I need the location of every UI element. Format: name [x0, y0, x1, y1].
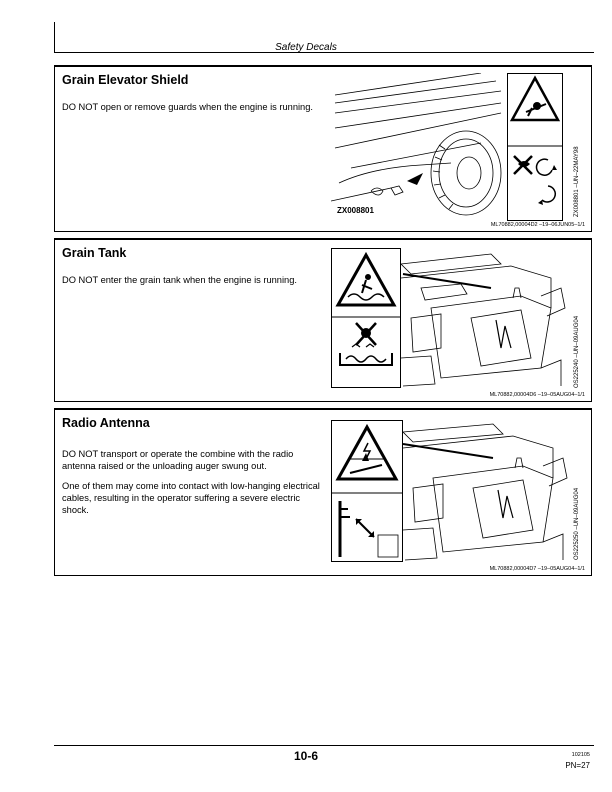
section-body	[62, 448, 320, 524]
paragraph: DO NOT enter the grain tank when the engine is running.	[62, 275, 297, 285]
section-grain-tank	[54, 238, 592, 402]
reference-code: ML70882,00004D7 –19–05AUG04–1/1	[489, 566, 585, 572]
footer-pn: PN=27	[565, 761, 590, 770]
section-title: Grain Elevator Shield	[62, 73, 189, 87]
rotating-shaft-hazard-icon	[512, 78, 558, 120]
no-entry-auger-icon	[340, 323, 392, 365]
page-header-title: Safety Decals	[275, 42, 337, 53]
paragraph: One of them may come into contact with low-hanging electrical cables, resulting in the operator suffering a severe electric shock.	[62, 481, 320, 515]
electric-shock-hazard-icon	[338, 427, 396, 479]
no-hand-rotating-icon	[514, 156, 557, 205]
figure-grain-tank	[331, 248, 569, 388]
paragraph: DO NOT open or remove guards when the engine is running.	[62, 102, 313, 112]
figure-caption: ZX008801 –UN–22MAY98	[574, 146, 580, 217]
figure-grain-elevator	[331, 73, 569, 223]
section-body	[62, 274, 320, 294]
grain-tank-illustration	[401, 248, 569, 388]
entanglement-hazard-icon	[338, 255, 394, 305]
decal-panel	[331, 248, 401, 388]
footer-code: 102105	[571, 752, 590, 758]
section-title: Grain Tank	[62, 246, 127, 260]
section-title: Radio Antenna	[62, 416, 150, 430]
page-number: 10-6	[293, 749, 319, 763]
section-radio-antenna	[54, 408, 592, 576]
paragraph: DO NOT transport or operate the combine with the radio antenna raised or the unloading auger swung out.	[62, 449, 294, 471]
combine-illustration	[403, 420, 569, 562]
antenna-fold-icon	[340, 501, 398, 557]
figure-radio-antenna	[331, 420, 569, 562]
reference-code: ML70882,00004D2 –19–06JUN05–1/1	[490, 222, 585, 228]
figure-label: ZX008801	[337, 206, 374, 215]
reference-code: ML70882,00004D6 –19–05AUG04–1/1	[489, 392, 585, 398]
figure-caption: OS225250 –UN–09AUG04	[574, 487, 580, 560]
figure-caption: OS225240 –UN–09AUG04	[574, 315, 580, 388]
decal-panel	[507, 73, 563, 221]
section-body	[62, 101, 320, 121]
section-grain-elevator-shield	[54, 65, 592, 232]
header-rule	[54, 52, 594, 53]
decal-panel	[331, 420, 403, 562]
footer-rule	[54, 745, 594, 746]
